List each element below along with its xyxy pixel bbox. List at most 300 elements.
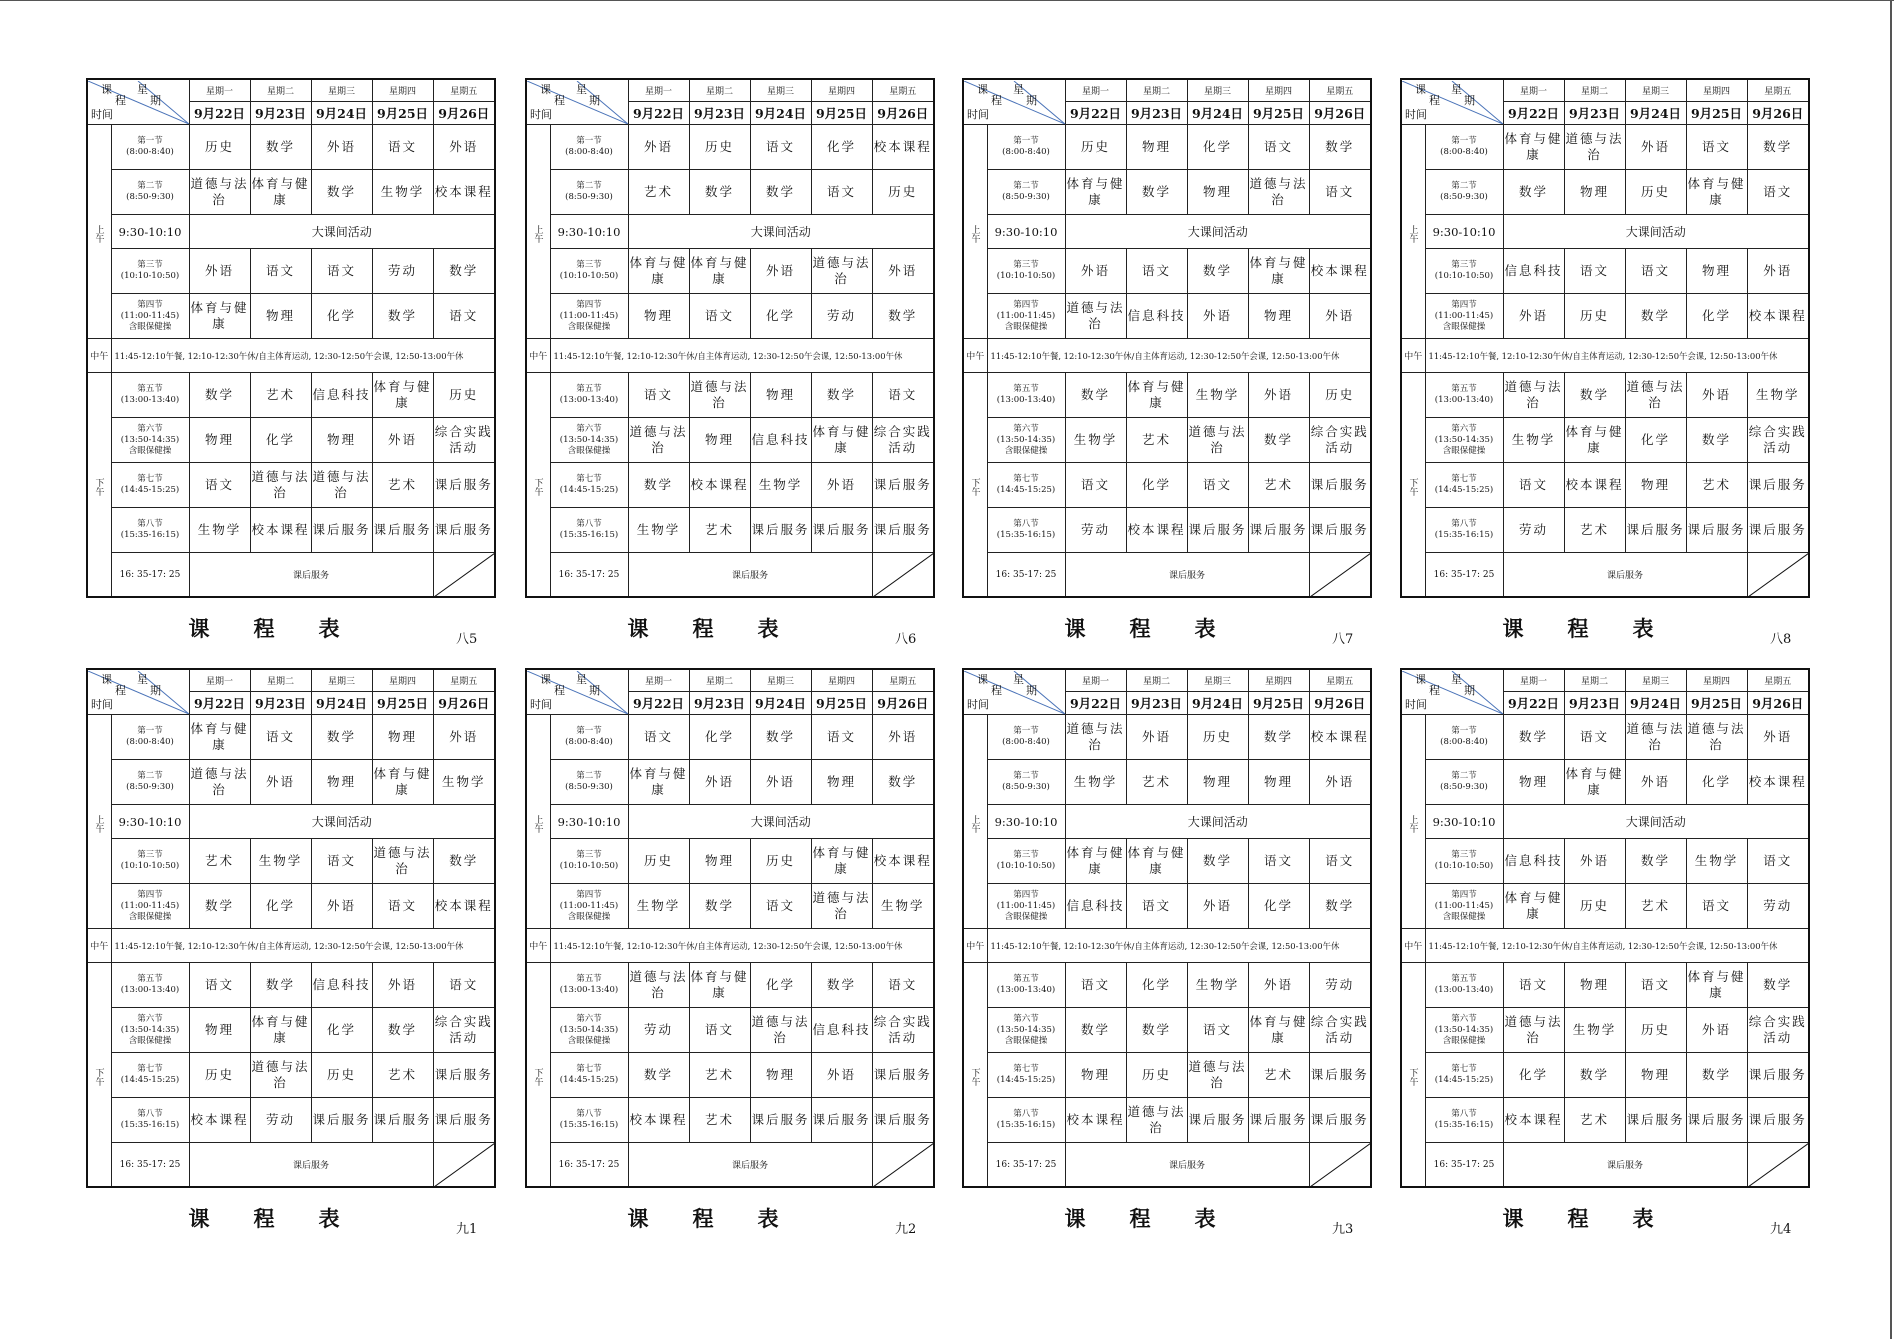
noon-schedule: 11:45-12:10午餐, 12:10-12:30午休/自主体育运动, 12:30-12:50午会课, 12:50-13:00午休 [111, 929, 495, 963]
subject-cell: 数学 [1686, 1053, 1747, 1098]
period-time: (13:50-14:35) [1434, 434, 1494, 445]
subject-cell: 体育与健康 [372, 760, 433, 805]
period-time: (13:00-13:40) [559, 985, 619, 995]
date-header: 9月24日 [1625, 102, 1686, 125]
date-header: 9月24日 [1187, 692, 1248, 715]
subject-cell: 生物学 [1503, 418, 1564, 463]
timetable-table [525, 78, 935, 598]
corner-label-ke: 课 [1415, 82, 1426, 96]
period-row [526, 418, 934, 463]
page-top-edge [0, 0, 1894, 1]
noon-label: 中午 [1401, 339, 1425, 373]
period-name: 第一节 [576, 726, 602, 736]
corner-label-xing: 星 [576, 82, 587, 96]
weekday-header: 星期五 [1747, 79, 1809, 102]
subject-cell: 信息科技 [1065, 884, 1126, 929]
subject-cell: 体育与健康 [1065, 839, 1126, 884]
subject-cell: 数学 [689, 170, 750, 215]
morning-label: 上午 [526, 125, 550, 339]
subject-cell: 课后服务 [750, 1098, 811, 1143]
corner-label-xing: 星 [1013, 82, 1024, 96]
period-name: 第五节 [137, 974, 163, 984]
period-cell [987, 1098, 1065, 1143]
noon-schedule: 11:45-12:10午餐, 12:10-12:30午休/自主体育运动, 12:30-12:50午会课, 12:50-13:00午休 [111, 339, 495, 373]
date-header: 9月23日 [250, 102, 311, 125]
corner-label-ke: 课 [977, 672, 988, 686]
subject-cell: 语文 [1126, 249, 1187, 294]
subject-cell: 课后服务 [433, 508, 495, 553]
date-header: 9月24日 [750, 102, 811, 125]
weekday-header: 星期五 [1309, 669, 1371, 692]
subject-cell: 课后服务 [1187, 1098, 1248, 1143]
period-time: (13:50-14:35) [559, 434, 619, 445]
weekday-header: 星期四 [811, 79, 872, 102]
period-name: 第五节 [576, 384, 602, 394]
after-school-row [963, 1143, 1371, 1188]
period-row [87, 839, 495, 884]
subject-cell: 体育与健康 [372, 373, 433, 418]
subject-cell: 生物学 [250, 839, 311, 884]
period-cell [1425, 884, 1503, 929]
noon-schedule: 11:45-12:10午餐, 12:10-12:30午休/自主体育运动, 12:30-12:50午会课, 12:50-13:00午休 [987, 339, 1371, 373]
break-row [87, 805, 495, 839]
subject-cell: 外语 [1248, 963, 1309, 1008]
period-cell [1425, 463, 1503, 508]
subject-cell: 外语 [433, 715, 495, 760]
period-row [526, 508, 934, 553]
subject-cell: 数学 [1187, 839, 1248, 884]
period-row [1401, 715, 1809, 760]
period-row [87, 715, 495, 760]
timetable-table [962, 78, 1372, 598]
period-cell [111, 170, 189, 215]
period-cell [550, 760, 628, 805]
subject-cell: 艺术 [1248, 463, 1309, 508]
period-row [963, 963, 1371, 1008]
subject-cell: 数学 [628, 463, 689, 508]
after-school-label: 课后服务 [1503, 553, 1747, 598]
subject-cell: 校本课程 [1065, 1098, 1126, 1143]
period-name: 第四节 [1013, 889, 1039, 900]
subject-cell: 校本课程 [1747, 760, 1809, 805]
period-cell [111, 1053, 189, 1098]
period-row [963, 839, 1371, 884]
subject-cell: 外语 [1625, 125, 1686, 170]
period-name: 第三节 [576, 850, 602, 860]
corner-label-time: 时间 [91, 697, 113, 711]
subject-cell: 物理 [1248, 294, 1309, 339]
period-cell [987, 1053, 1065, 1098]
subject-cell: 道德与法治 [1126, 1098, 1187, 1143]
period-note: 含眼保健操 [1004, 321, 1048, 332]
subject-cell: 化学 [750, 294, 811, 339]
date-header: 9月26日 [872, 102, 934, 125]
subject-cell: 课后服务 [811, 1098, 872, 1143]
period-name: 第八节 [576, 1109, 602, 1119]
period-row [963, 760, 1371, 805]
weekday-row [963, 79, 1371, 102]
subject-cell: 化学 [811, 125, 872, 170]
after-school-time: 16: 35-17: 25 [111, 553, 189, 598]
period-time: (8:50-9:30) [126, 782, 174, 792]
subject-cell: 外语 [372, 418, 433, 463]
weekday-header: 星期一 [628, 79, 689, 102]
subject-cell: 外语 [1126, 715, 1187, 760]
subject-cell: 数学 [311, 715, 372, 760]
period-time: (10:10-10:50) [996, 861, 1056, 871]
period-note: 含眼保健操 [128, 911, 172, 922]
noon-row [87, 339, 495, 373]
weekday-header: 星期三 [750, 669, 811, 692]
corner-label-time: 时间 [1405, 107, 1427, 121]
period-row [1401, 760, 1809, 805]
corner-label-qi: 期 [150, 683, 161, 697]
period-cell [111, 1098, 189, 1143]
subject-cell: 外语 [1625, 760, 1686, 805]
period-name: 第六节 [137, 423, 163, 434]
subject-cell: 生物学 [189, 508, 250, 553]
subject-cell: 物理 [1625, 463, 1686, 508]
corner-label-xing: 星 [576, 672, 587, 686]
subject-cell: 生物学 [628, 884, 689, 929]
period-name: 第七节 [1451, 474, 1477, 484]
subject-cell: 信息科技 [1126, 294, 1187, 339]
period-cell [987, 760, 1065, 805]
period-cell [550, 715, 628, 760]
period-time: (11:00-11:45) [559, 900, 619, 911]
subject-cell: 外语 [1187, 294, 1248, 339]
period-name: 第六节 [1451, 1013, 1477, 1024]
after-school-time: 16: 35-17: 25 [550, 1143, 628, 1188]
period-name: 第八节 [137, 1109, 163, 1119]
subject-cell: 外语 [1309, 760, 1371, 805]
period-row [1401, 884, 1809, 929]
period-name: 第一节 [576, 136, 602, 146]
subject-cell: 校本课程 [689, 463, 750, 508]
break-activity: 大课间活动 [1503, 805, 1809, 839]
subject-cell: 劳动 [1747, 884, 1809, 929]
subject-cell: 外语 [811, 1053, 872, 1098]
period-cell [1425, 508, 1503, 553]
subject-cell: 课后服务 [311, 508, 372, 553]
period-name: 第六节 [1013, 423, 1039, 434]
subject-cell: 艺术 [689, 508, 750, 553]
subject-cell: 数学 [189, 884, 250, 929]
date-header: 9月26日 [1309, 102, 1371, 125]
break-time: 9:30-10:10 [111, 805, 189, 839]
subject-cell: 体育与健康 [189, 715, 250, 760]
weekday-header: 星期五 [1747, 669, 1809, 692]
subject-cell: 语文 [433, 963, 495, 1008]
subject-cell: 语文 [189, 463, 250, 508]
after-school-row [87, 1143, 495, 1188]
subject-cell: 物理 [750, 1053, 811, 1098]
period-name: 第二节 [1013, 771, 1039, 781]
corner-label-qi: 期 [1026, 93, 1037, 107]
corner-label-time: 时间 [530, 107, 552, 121]
subject-cell: 语文 [1503, 463, 1564, 508]
subject-cell: 物理 [689, 839, 750, 884]
period-name: 第二节 [576, 181, 602, 191]
period-note: 含眼保健操 [1004, 1035, 1048, 1046]
period-row [1401, 1008, 1809, 1053]
period-row [87, 418, 495, 463]
period-time: (8:50-9:30) [126, 192, 174, 202]
subject-cell: 体育与健康 [689, 249, 750, 294]
timetable-table [86, 668, 496, 1188]
period-name: 第一节 [1013, 726, 1039, 736]
subject-cell: 物理 [811, 760, 872, 805]
period-time: (13:00-13:40) [559, 395, 619, 405]
after-school-label: 课后服务 [628, 1143, 872, 1188]
period-name: 第二节 [1013, 181, 1039, 191]
period-time: (13:50-14:35) [996, 434, 1056, 445]
noon-row [87, 929, 495, 963]
corner-label-qi: 期 [150, 93, 161, 107]
period-time: (8:50-9:30) [1440, 192, 1488, 202]
subject-cell: 道德与法治 [1625, 715, 1686, 760]
period-row [526, 884, 934, 929]
subject-cell: 艺术 [689, 1053, 750, 1098]
period-cell [1425, 125, 1503, 170]
subject-cell: 数学 [1503, 715, 1564, 760]
corner-label-cheng: 程 [115, 683, 126, 697]
period-cell [1425, 418, 1503, 463]
subject-cell: 历史 [1564, 884, 1625, 929]
subject-cell: 数学 [433, 249, 495, 294]
subject-cell: 艺术 [1564, 1098, 1625, 1143]
subject-cell: 校本课程 [1564, 463, 1625, 508]
period-time: (13:00-13:40) [996, 395, 1056, 405]
period-time: (15:35-16:15) [1434, 530, 1494, 540]
subject-cell: 道德与法治 [189, 760, 250, 805]
date-header: 9月22日 [628, 102, 689, 125]
period-time: (14:45-15:25) [1434, 1075, 1494, 1085]
subject-cell: 物理 [311, 760, 372, 805]
subject-cell: 体育与健康 [689, 963, 750, 1008]
period-name: 第七节 [576, 1064, 602, 1074]
sheet-title: 课程表 [1064, 1206, 1260, 1231]
timetable-table [86, 78, 496, 598]
subject-cell: 物理 [189, 418, 250, 463]
subject-cell: 物理 [1625, 1053, 1686, 1098]
period-name: 第四节 [1451, 889, 1477, 900]
subject-cell: 道德与法治 [1503, 1008, 1564, 1053]
period-cell [111, 249, 189, 294]
morning-label: 上午 [1401, 125, 1425, 339]
subject-cell: 艺术 [372, 463, 433, 508]
period-time: (11:00-11:45) [120, 310, 180, 321]
subject-cell: 综合实践活动 [1309, 1008, 1371, 1053]
period-name: 第一节 [1451, 726, 1477, 736]
weekday-header: 星期二 [1126, 79, 1187, 102]
period-row [526, 463, 934, 508]
period-name: 第四节 [576, 299, 602, 310]
period-cell [987, 294, 1065, 339]
period-cell [550, 373, 628, 418]
subject-cell: 化学 [250, 418, 311, 463]
period-cell [987, 715, 1065, 760]
afternoon-label: 下午 [87, 963, 111, 1188]
after-school-row [1401, 1143, 1809, 1188]
weekday-header: 星期三 [311, 669, 372, 692]
subject-cell: 语文 [311, 839, 372, 884]
period-row [963, 508, 1371, 553]
period-cell [111, 760, 189, 805]
subject-cell: 语文 [872, 373, 934, 418]
period-note: 含眼保健操 [1442, 1035, 1486, 1046]
weekday-header: 星期四 [372, 79, 433, 102]
subject-cell: 道德与法治 [811, 884, 872, 929]
period-row [963, 463, 1371, 508]
period-row [87, 508, 495, 553]
period-time: (10:10-10:50) [1434, 271, 1494, 281]
period-cell [550, 463, 628, 508]
weekday-header: 星期四 [1248, 669, 1309, 692]
period-row [87, 294, 495, 339]
period-name: 第六节 [137, 1013, 163, 1024]
date-header: 9月22日 [628, 692, 689, 715]
subject-cell: 数学 [628, 1053, 689, 1098]
subject-cell: 化学 [311, 294, 372, 339]
subject-cell: 校本课程 [1747, 294, 1809, 339]
subject-cell: 课后服务 [433, 1098, 495, 1143]
after-school-time: 16: 35-17: 25 [987, 553, 1065, 598]
period-cell [1425, 170, 1503, 215]
subject-cell: 校本课程 [433, 884, 495, 929]
period-time: (15:35-16:15) [996, 530, 1056, 540]
subject-cell: 语文 [372, 884, 433, 929]
period-row [526, 125, 934, 170]
subject-cell: 生物学 [372, 170, 433, 215]
subject-cell: 课后服务 [1747, 463, 1809, 508]
break-time: 9:30-10:10 [550, 805, 628, 839]
after-school-row [1401, 553, 1809, 598]
period-name: 第一节 [1451, 136, 1477, 146]
subject-cell: 校本课程 [1309, 249, 1371, 294]
subject-cell: 道德与法治 [628, 418, 689, 463]
noon-label: 中午 [1401, 929, 1425, 963]
corner-label-qi: 期 [1026, 683, 1037, 697]
subject-cell: 体育与健康 [189, 294, 250, 339]
subject-cell: 外语 [872, 715, 934, 760]
subject-cell: 语文 [1187, 1008, 1248, 1053]
subject-cell: 外语 [1747, 715, 1809, 760]
subject-cell: 生物学 [1747, 373, 1809, 418]
date-header: 9月24日 [311, 692, 372, 715]
diagonal-cell [433, 553, 495, 598]
period-name: 第八节 [1013, 1109, 1039, 1119]
period-cell [111, 1008, 189, 1053]
period-time: (8:00-8:40) [126, 147, 174, 157]
subject-cell: 外语 [433, 125, 495, 170]
afternoon-label: 下午 [1401, 963, 1425, 1188]
break-row [526, 805, 934, 839]
subject-cell: 课后服务 [872, 1053, 934, 1098]
afternoon-label: 下午 [526, 373, 550, 598]
period-row [1401, 839, 1809, 884]
period-cell [1425, 715, 1503, 760]
subject-cell: 课后服务 [872, 1098, 934, 1143]
corner-label-ke: 课 [1415, 672, 1426, 686]
period-row [87, 373, 495, 418]
subject-cell: 生物学 [1065, 418, 1126, 463]
subject-cell: 信息科技 [1503, 249, 1564, 294]
period-time: (14:45-15:25) [559, 1075, 619, 1085]
header-corner-cell [87, 669, 189, 715]
subject-cell: 体育与健康 [1686, 963, 1747, 1008]
period-row [1401, 963, 1809, 1008]
subject-cell: 外语 [1503, 294, 1564, 339]
weekday-header: 星期五 [872, 79, 934, 102]
subject-cell: 物理 [1564, 170, 1625, 215]
subject-cell: 课后服务 [433, 463, 495, 508]
period-time: (8:50-9:30) [1002, 782, 1050, 792]
subject-cell: 信息科技 [311, 373, 372, 418]
period-name: 第七节 [1013, 474, 1039, 484]
break-time: 9:30-10:10 [987, 805, 1065, 839]
subject-cell: 课后服务 [1686, 508, 1747, 553]
period-row [87, 1008, 495, 1053]
subject-cell: 化学 [311, 1008, 372, 1053]
break-activity: 大课间活动 [1065, 215, 1371, 249]
sheet-title: 课程表 [1502, 1206, 1698, 1231]
subject-cell: 物理 [250, 294, 311, 339]
subject-cell: 艺术 [1686, 463, 1747, 508]
morning-label: 上午 [1401, 715, 1425, 929]
subject-cell: 生物学 [872, 884, 934, 929]
period-name: 第一节 [137, 136, 163, 146]
weekday-header: 星期一 [1065, 79, 1126, 102]
subject-cell: 课后服务 [433, 1053, 495, 1098]
weekday-row [87, 79, 495, 102]
noon-label: 中午 [87, 339, 111, 373]
subject-cell: 语文 [872, 963, 934, 1008]
period-row [87, 125, 495, 170]
period-row [1401, 249, 1809, 294]
subject-cell: 综合实践活动 [433, 1008, 495, 1053]
subject-cell: 体育与健康 [1065, 170, 1126, 215]
class-label: 九2 [895, 1222, 917, 1237]
period-name: 第三节 [137, 850, 163, 860]
corner-label-xing: 星 [1451, 672, 1462, 686]
period-row [1401, 170, 1809, 215]
subject-cell: 物理 [1126, 125, 1187, 170]
date-header: 9月24日 [750, 692, 811, 715]
diagonal-cell [1747, 1143, 1809, 1188]
date-header: 9月22日 [1065, 692, 1126, 715]
after-school-label: 课后服务 [628, 553, 872, 598]
subject-cell: 历史 [1625, 1008, 1686, 1053]
period-row [963, 1098, 1371, 1143]
subject-cell: 化学 [750, 963, 811, 1008]
noon-label: 中午 [963, 929, 987, 963]
period-time: (14:45-15:25) [559, 485, 619, 495]
period-note: 含眼保健操 [567, 445, 611, 456]
subject-cell: 数学 [750, 715, 811, 760]
subject-cell: 道德与法治 [250, 1053, 311, 1098]
subject-cell: 物理 [1187, 760, 1248, 805]
after-school-label: 课后服务 [1065, 1143, 1309, 1188]
weekday-row [87, 669, 495, 692]
subject-cell: 语文 [750, 884, 811, 929]
period-cell [1425, 373, 1503, 418]
period-cell [1425, 1098, 1503, 1143]
subject-cell: 生物学 [750, 463, 811, 508]
subject-cell: 数学 [1248, 715, 1309, 760]
period-name: 第四节 [137, 889, 163, 900]
corner-label-cheng: 程 [1429, 93, 1440, 107]
